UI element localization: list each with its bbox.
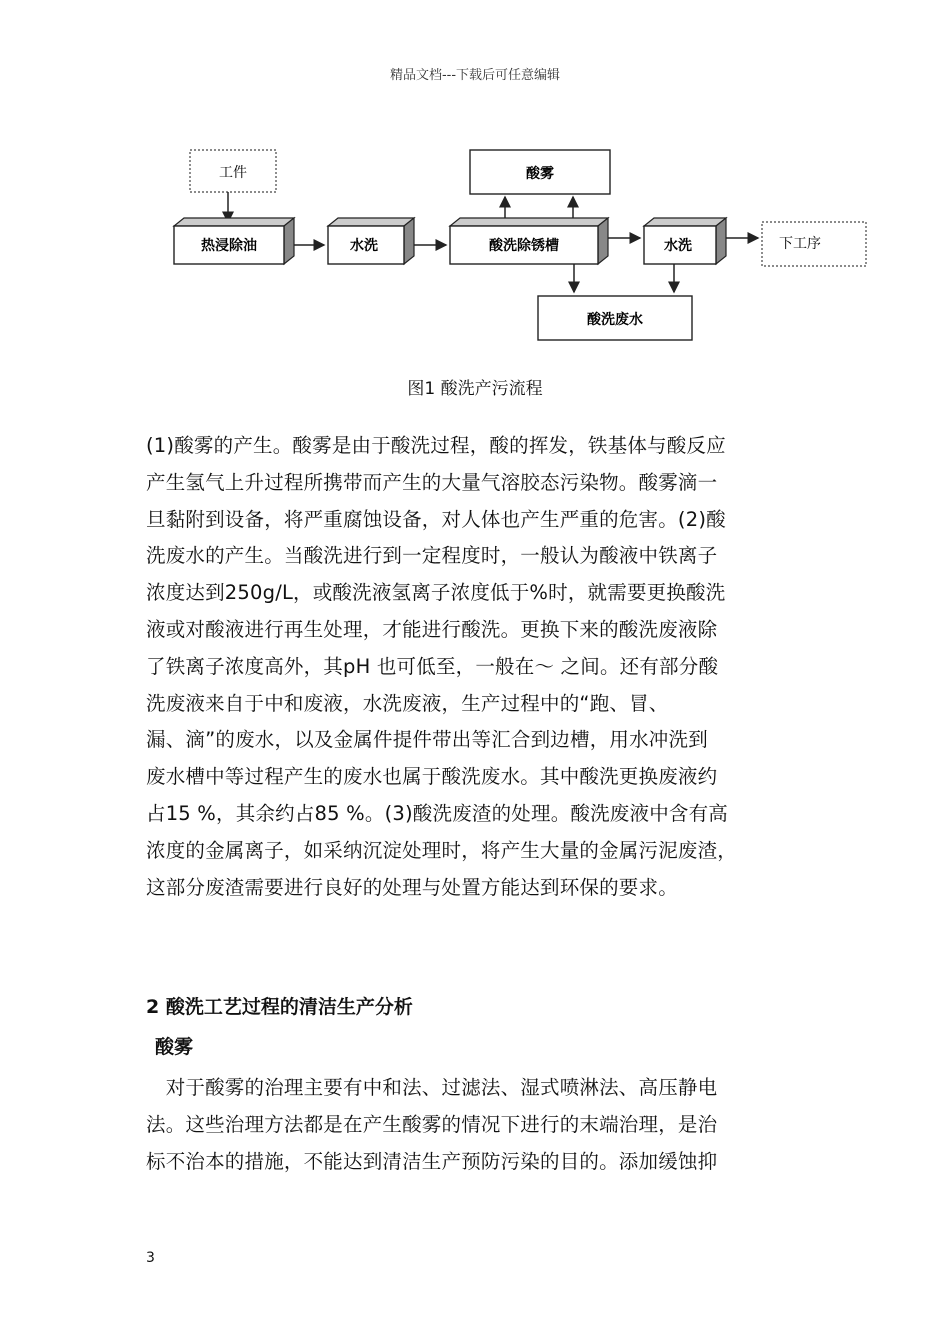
text-line: 了铁离子浓度高外，其pH 也可低至，一般在～ 之间。还有部分酸 (146, 654, 719, 678)
hot-degrease-node (174, 218, 294, 264)
workpiece-node (190, 150, 276, 192)
pickling-wastewater-label: 酸洗废水 (587, 312, 643, 328)
acid-mist-label: 酸雾 (526, 166, 554, 182)
text-line: 占15 %，其余约占85 %。(3)酸洗废渣的处理。酸洗废液中含有高 (146, 801, 729, 825)
text-line: 对于酸雾的治理主要有中和法、过滤法、湿式喷淋法、高压静电 (146, 1076, 718, 1099)
text-line: 旦黏附到设备，将严重腐蚀设备，对人体也产生严重的危害。(2)酸 (146, 507, 726, 531)
text-line: 法。这些治理方法都是在产生酸雾的情况下进行的末端治理，是治 (146, 1112, 718, 1136)
pickling-pollution-flowchart (160, 140, 900, 355)
sub-heading: 酸雾 (155, 1036, 194, 1058)
next-process-label: 下工序 (779, 236, 821, 252)
text-line: 浓度达到250g/L，或酸洗液氢离子浓度低于%时，就需要更换酸洗 (146, 581, 726, 605)
text-line: 浓度的金属离子，如采纳沉淀处理时，将产生大量的金属污泥废渣， (146, 838, 738, 862)
text-line: 这部分废渣需要进行良好的处理与处置方能达到环保的要求。 (146, 875, 678, 899)
acid-mist-node (470, 150, 610, 194)
pickling-tank-label: 酸洗除锈槽 (489, 238, 559, 254)
page-header: 精品文档---下载后可任意编辑 (389, 68, 561, 83)
rinse1-label: 水洗 (350, 238, 378, 254)
paragraph-1 (146, 428, 836, 906)
rinse1-node (328, 218, 414, 264)
hot-degrease-label: 热浸除油 (201, 238, 257, 254)
pickling-wastewater-node (538, 296, 692, 340)
text-line: 洗废液来自于中和废液，水洗废液，生产过程中的“跑、冒、 (146, 691, 669, 715)
paragraph-2 (146, 1070, 836, 1180)
text-line: 产生氢气上升过程所携带而产生的大量气溶胶态污染物。酸雾滴一 (146, 470, 718, 494)
section-heading: 2 酸洗工艺过程的清洁生产分析 (146, 996, 413, 1018)
rinse2-node (644, 218, 726, 264)
workpiece-label: 工件 (219, 165, 247, 181)
text-line: 洗废水的产生。当酸洗进行到一定程度时，一般认为酸液中铁离子 (146, 544, 718, 568)
text-line: (1)酸雾的产生。酸雾是由于酸洗过程，酸的挥发，铁基体与酸反应 (146, 434, 726, 457)
text-line: 标不治本的措施，不能达到清洁生产预防污染的目的。添加缓蚀抑 (146, 1149, 718, 1173)
figure-caption: 图1 酸洗产污流程 (407, 379, 543, 399)
rinse2-label: 水洗 (664, 238, 692, 254)
text-line: 废水槽中等过程产生的废水也属于酸洗废水。其中酸洗更换废液约 (146, 765, 718, 789)
text-line: 漏、滴”的废水，以及金属件提件带出等汇合到边槽，用水冲洗到 (146, 728, 708, 752)
next-process-node (762, 222, 866, 266)
text-line: 液或对酸液进行再生处理，才能进行酸洗。更换下来的酸洗废液除 (146, 617, 718, 641)
pickling-tank-node (450, 218, 608, 264)
page-number: 3 (146, 1250, 155, 1266)
